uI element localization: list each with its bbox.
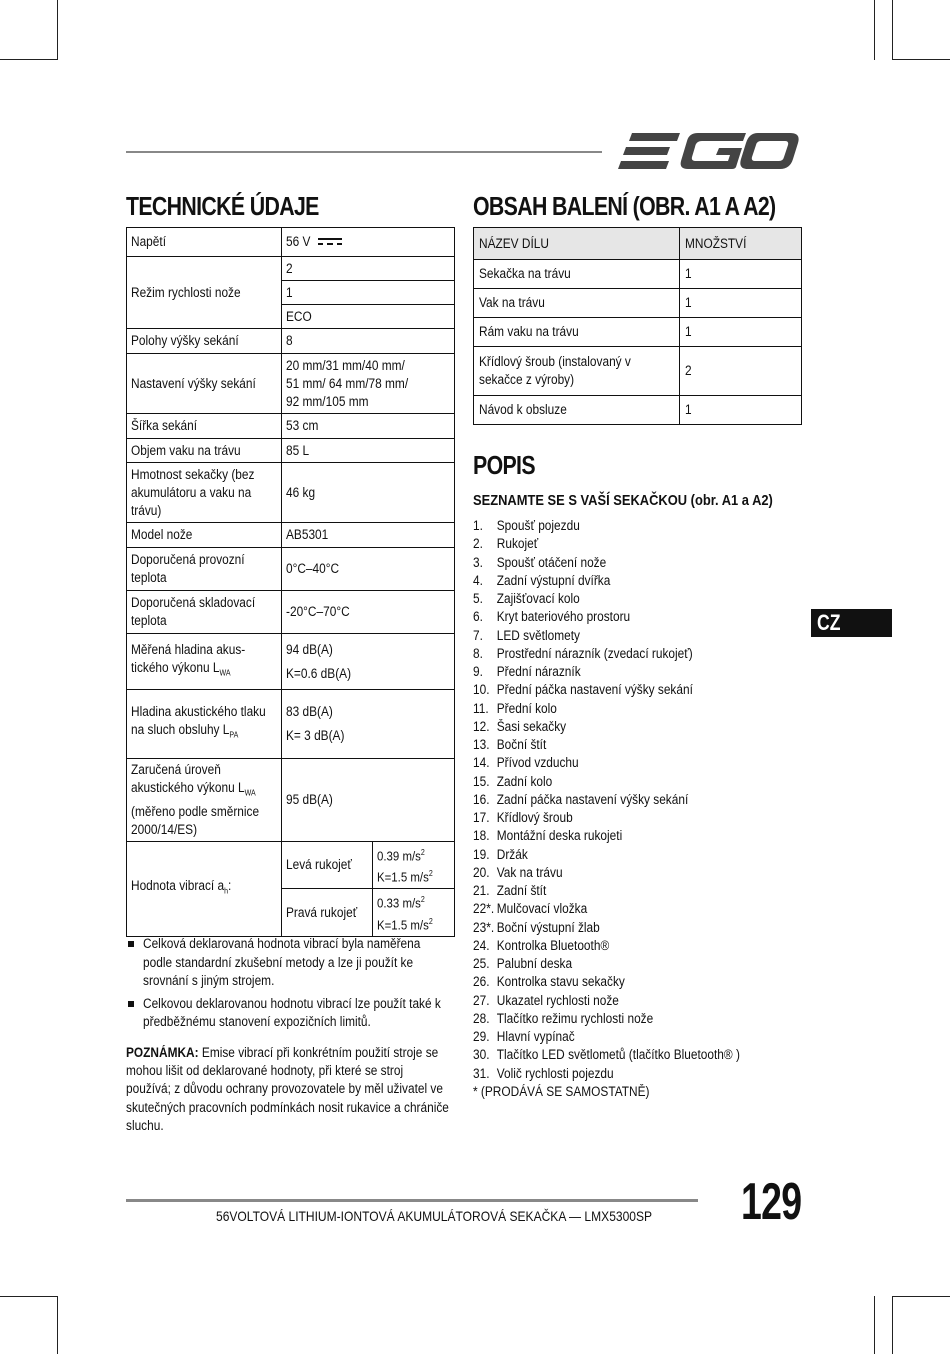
crop-mark (892, 0, 893, 60)
crop-mark (874, 0, 875, 60)
list-item-number: 3. (473, 554, 483, 570)
list-item (473, 736, 803, 754)
list-item-text: Přední nárazník (496, 664, 581, 679)
list-item (473, 992, 803, 1010)
list-item-text: Palubní deska (496, 956, 573, 971)
table-cell: -20°C–70°C (282, 591, 455, 634)
list-item-text: Spoušť pojezdu (496, 518, 580, 533)
list-item (473, 809, 803, 827)
table-row (127, 414, 455, 439)
footnote: * (PRODÁVÁ SE SAMOSTATNĚ) (473, 1083, 650, 1099)
list-item-number: 23*. (473, 919, 495, 935)
package-table (473, 227, 802, 425)
ego-logo (618, 131, 800, 171)
table-cell: 8 (282, 329, 455, 354)
table-row (127, 634, 455, 690)
table-cell: 1 (680, 396, 802, 425)
table-cell: 1 (680, 260, 802, 289)
list-item-number: 8. (473, 645, 483, 661)
list-item-text: Kontrolka Bluetooth® (496, 937, 610, 953)
table-cell: Hodnota vibrací $a_h$: (127, 841, 282, 936)
parts-list (473, 517, 803, 1101)
table-cell: 1 (680, 289, 802, 318)
list-item (473, 718, 803, 736)
list-item-text: Zajišťovací kolo (496, 591, 580, 606)
list-item (473, 572, 803, 590)
list-item (473, 754, 803, 772)
table-cell: Zaručená úroveň akustického výkonu $L_{WA}$ (měřeno podle směrnice 2000/14/ES) (127, 759, 282, 842)
list-item (473, 846, 803, 864)
table-cell: 20 mm/31 mm/40 mm/ 51 mm/ 64 mm/78 mm/ 92 mm/105 mm (282, 354, 455, 414)
list-item-text: Vak na trávu (496, 864, 563, 880)
list-item-number: 26. (473, 974, 490, 990)
list-item-text: Volič rychlosti pojezdu (496, 1065, 614, 1081)
table-cell: Nastavení výšky sekání (127, 354, 282, 414)
list-item (473, 663, 803, 681)
list-item-text: LED světlomety (496, 627, 580, 643)
table-cell: 94 dB(A) K=0.6 dB(A) (282, 634, 455, 690)
list-item (473, 882, 803, 900)
list-item-text: Zadní páčka nastavení výšky sekání (496, 791, 689, 807)
table-cell: 0.33 $m/s^2$ K=1.5 $m/s^2$ (373, 889, 455, 937)
spec-title: TECHNICKÉ ÚDAJE (126, 191, 319, 221)
bullet-square-icon (128, 941, 134, 947)
list-item (473, 919, 803, 937)
list-item-number: 16. (473, 791, 490, 807)
list-item-number: 24. (473, 937, 490, 953)
description-title: POPIS (473, 450, 535, 480)
list-item-number: 6. (473, 609, 483, 625)
description-subtitle: SEZNAMTE SE S VAŠÍ SEKAČKOU (obr. A1 a A2) (473, 492, 773, 509)
list-item-text: Tlačítko režimu rychlosti nože (496, 1010, 654, 1026)
table-row (127, 439, 455, 463)
list-item (473, 1010, 803, 1028)
list-item-number: 17. (473, 810, 490, 825)
table-cell: Rám vaku na trávu (474, 318, 680, 347)
list-item (473, 645, 803, 663)
table-cell: Křídlový šroub (instalovaný v sekačce z výroby) (474, 347, 680, 396)
list-item-text: Zadní štít (496, 883, 547, 898)
list-item-number: 1. (473, 518, 483, 533)
table-row (127, 463, 455, 523)
list-item (473, 590, 803, 608)
table-cell: Hmotnost sekačky (bez akumulátoru a vaku na trávu) (127, 463, 282, 523)
footer-title: 56VOLTOVÁ LITHIUM-IONTOVÁ AKUMULÁTOROVÁ SEKAČKA — LMX5300SP (216, 1208, 653, 1224)
table-cell: 1 (282, 281, 455, 305)
table-cell: Doporučená provozní teplota (127, 548, 282, 591)
table-cell: 46 kg (282, 463, 455, 523)
vibration-notes (126, 935, 456, 1036)
list-item (473, 827, 803, 845)
list-item-number: 21. (473, 883, 490, 898)
header-rule (126, 151, 602, 153)
list-item-number: 22*. (473, 901, 495, 917)
table-cell: 1 (680, 318, 802, 347)
table-cell: Sekačka na trávu (474, 260, 680, 289)
list-item-number: 20. (473, 864, 490, 880)
list-item-text: Hlavní vypínač (496, 1029, 575, 1044)
header-cell: NÁZEV DÍLU (474, 228, 680, 260)
crop-mark (57, 0, 58, 60)
list-item-text: Zadní kolo (496, 773, 553, 789)
crop-mark (892, 59, 950, 60)
table-cell: Pravá rukojeť (282, 889, 373, 937)
table-cell: Doporučená skladovací teplota (127, 591, 282, 634)
list-item-number: 4. (473, 572, 483, 588)
list-item-text: Rukojeť (496, 536, 539, 552)
table-cell: 53 cm (282, 414, 455, 439)
list-item-number: 29. (473, 1029, 490, 1044)
crop-mark (57, 1296, 58, 1354)
list-item-text: Tlačítko LED světlometů (tlačítko Bluetooth® ) (496, 1047, 740, 1063)
table-row (127, 841, 455, 889)
table-row (474, 396, 802, 425)
table-cell: Šířka sekání (127, 414, 282, 439)
table-cell: ECO (282, 305, 455, 329)
list-item (473, 517, 803, 535)
table-cell: 0°C–40°C (282, 548, 455, 591)
note-label: POZNÁMKA: (126, 1045, 199, 1060)
table-cell: Měřená hladina akustického výkonu $L_{WA}$ (127, 634, 282, 690)
list-item-number: 11. (473, 700, 489, 716)
list-item (473, 1028, 803, 1046)
table-cell: Napětí (127, 228, 282, 257)
list-item (473, 554, 803, 572)
table-row (474, 347, 802, 396)
list-item (473, 864, 803, 882)
spec-table (126, 227, 455, 937)
list-item-text: Kontrolka stavu sekačky (496, 974, 625, 990)
list-item-number: 12. (473, 718, 490, 734)
crop-mark (892, 1296, 893, 1354)
list-item-text: Prostřední nárazník (zvedací rukojeť) (496, 645, 693, 661)
table-row (127, 548, 455, 591)
list-item (473, 608, 803, 626)
list-item-number: 15. (473, 773, 490, 789)
list-item (473, 900, 803, 918)
table-cell: AB5301 (282, 523, 455, 548)
table-cell: 95 dB(A) (282, 759, 455, 842)
package-title: OBSAH BALENÍ (OBR. A1 A A2) (473, 191, 776, 221)
list-item-text: Ukazatel rychlosti nože (496, 992, 619, 1008)
list-item-text: Přední páčka nastavení výšky sekání (496, 682, 693, 698)
table-cell: 83 dB(A) K= 3 dB(A) (282, 690, 455, 759)
table-row (127, 329, 455, 354)
table-cell: 2 (680, 347, 802, 396)
list-item-text: Boční výstupní žlab (496, 919, 600, 935)
list-item (473, 773, 803, 791)
table-row (127, 228, 455, 257)
list-item (473, 627, 803, 645)
crop-mark (892, 1296, 950, 1297)
crop-mark (0, 59, 58, 60)
list-item (473, 973, 803, 991)
table-row (127, 690, 455, 759)
list-item-text: Přívod vzduchu (496, 755, 579, 771)
list-item-number: 30. (473, 1047, 490, 1063)
list-item-number: 19. (473, 846, 490, 862)
list-item-text: Mulčovací vložka (496, 901, 588, 917)
table-row (127, 591, 455, 634)
list-item-text: Spoušť otáčení nože (496, 554, 607, 570)
table-cell: Objem vaku na trávu (127, 439, 282, 463)
table-cell: Hladina akustického tlaku na sluch obsluhy $L_{PA}$ (127, 690, 282, 759)
list-item (473, 535, 803, 553)
language-badge: CZ (811, 609, 892, 637)
list-item-number: 10. (473, 682, 490, 698)
list-item-number: 5. (473, 591, 483, 606)
list-item (473, 681, 803, 699)
list-item-number: 18. (473, 828, 490, 844)
crop-mark (874, 1296, 875, 1354)
list-item-text: Křídlový šroub (496, 810, 573, 825)
table-row (127, 759, 455, 842)
list-item-number: 28. (473, 1010, 490, 1026)
table-row (127, 257, 455, 281)
table-row (474, 318, 802, 347)
header-cell: MNOŽSTVÍ (680, 228, 802, 260)
note-text: Emise vibrací při konkrétním použití stroje se mohou lišit od deklarované hodnoty, při které se stroj používá; z důvodu ochrany provozovatele by měl uživatel ve skutečných pracovních podmínkách nosit rukavice a chrániče sluchu. (126, 1045, 449, 1133)
list-item-text: Šasi sekačky (496, 718, 567, 734)
table-row (474, 260, 802, 289)
table-row (127, 354, 455, 414)
table-row (127, 523, 455, 548)
list-item (473, 700, 803, 718)
list-item (473, 1046, 803, 1064)
list-item (473, 955, 803, 973)
table-cell: Návod k obsluze (474, 396, 680, 425)
list-item-number: 7. (473, 627, 483, 643)
list-item-text: Montážní deska rukojeti (496, 828, 623, 844)
note-paragraph (126, 1044, 456, 1135)
table-cell: 85 L (282, 439, 455, 463)
list-item: Celkovou deklarovanou hodnotu vibrací lze použít také k předběžnému stanovení expozičních limitů. (126, 995, 456, 1032)
table-header-row (474, 228, 802, 260)
list-item-number: 9. (473, 664, 483, 679)
table-cell: Model nože (127, 523, 282, 548)
bullet-square-icon (128, 1001, 134, 1007)
crop-mark (0, 1296, 58, 1297)
dc-symbol-icon (318, 237, 342, 247)
table-cell: 56 V (282, 228, 455, 257)
table-cell: 2 (282, 257, 455, 281)
list-item-number: 2. (473, 536, 483, 552)
list-item: Celková deklarovaná hodnota vibrací byla naměřena podle standardní zkušební metody a lze ji použít ke srovnání s jiným strojem. (126, 935, 456, 991)
list-item-number: 13. (473, 737, 490, 752)
list-item-number: 25. (473, 956, 490, 971)
list-item-text: Boční štít (496, 737, 547, 752)
list-item-number: 27. (473, 992, 490, 1008)
list-item (473, 791, 803, 809)
table-row (474, 289, 802, 318)
list-item (473, 1065, 803, 1083)
list-item-number: 14. (473, 755, 490, 771)
table-cell: Režim rychlosti nože (127, 257, 282, 329)
list-item-text: Zadní výstupní dvířka (496, 572, 611, 588)
list-item-text: Kryt bateriového prostoru (496, 609, 631, 625)
table-cell: 0.39 $m/s^2$ K=1.5 $m/s^2$ (373, 841, 455, 889)
table-cell: Vak na trávu (474, 289, 680, 318)
list-item-text: Přední kolo (496, 700, 557, 716)
footer-rule (126, 1199, 698, 1202)
list-item (473, 937, 803, 955)
table-cell: Levá rukojeť (282, 841, 373, 889)
page-number: 129 (741, 1173, 802, 1231)
table-cell: Polohy výšky sekání (127, 329, 282, 354)
list-item-number: 31. (473, 1065, 490, 1081)
list-item-text: Držák (496, 846, 528, 862)
